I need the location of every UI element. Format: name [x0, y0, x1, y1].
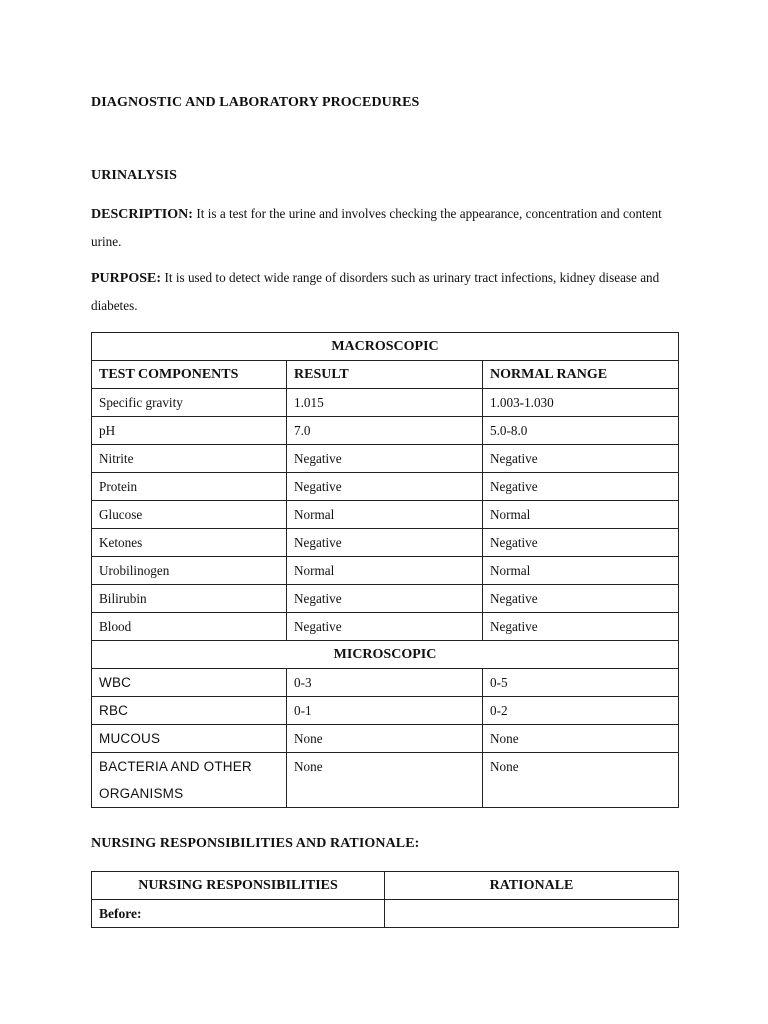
description-label: DESCRIPTION:: [91, 207, 193, 222]
microscopic-section-row: [92, 641, 679, 669]
component-cell: Urobilinogen: [92, 557, 287, 585]
nursing-responsibilities-header: NURSING RESPONSIBILITIES: [92, 872, 385, 900]
document-title: DIAGNOSTIC AND LABORATORY PROCEDURES: [91, 95, 420, 110]
table-row: [92, 557, 679, 585]
nursing-row: [92, 900, 679, 928]
component-cell: Ketones: [92, 529, 287, 557]
result-cell: Negative: [287, 529, 483, 557]
nursing-table-body: [92, 872, 679, 928]
normal-range-cell: Negative: [483, 585, 679, 613]
component-cell: Glucose: [92, 501, 287, 529]
result-header: RESULT: [287, 361, 483, 389]
table-header-row: [92, 361, 679, 389]
normal-range-cell: Negative: [483, 529, 679, 557]
normal-range-cell: Negative: [483, 445, 679, 473]
purpose-text: It is used to detect wide range of disorders such as urinary tract infections, kidney disease and diabetes.: [91, 270, 660, 313]
microscopic-section-title: MICROSCOPIC: [92, 641, 679, 669]
purpose-paragraph: [91, 264, 681, 320]
description-paragraph: [91, 200, 681, 256]
result-cell: Normal: [287, 501, 483, 529]
component-cell: RBC: [92, 697, 287, 725]
component-cell: Blood: [92, 613, 287, 641]
table-row: [92, 697, 679, 725]
table-row: [92, 669, 679, 697]
description-text: It is a test for the urine and involves checking the appearance, concentration and content urine.: [91, 206, 662, 249]
result-cell: None: [287, 753, 483, 808]
result-cell: Negative: [287, 585, 483, 613]
result-cell: 0-3: [287, 669, 483, 697]
normal-range-header: NORMAL RANGE: [483, 361, 679, 389]
component-cell: pH: [92, 417, 287, 445]
normal-range-cell: None: [483, 725, 679, 753]
table-row: [92, 417, 679, 445]
table-row: [92, 725, 679, 753]
normal-range-cell: Negative: [483, 613, 679, 641]
purpose-label: PURPOSE:: [91, 271, 161, 286]
result-cell: None: [287, 725, 483, 753]
table-row: [92, 613, 679, 641]
result-cell: 1.015: [287, 389, 483, 417]
component-cell: MUCOUS: [92, 725, 287, 753]
table-row: [92, 389, 679, 417]
table-row: [92, 529, 679, 557]
table-row: [92, 585, 679, 613]
component-cell: Protein: [92, 473, 287, 501]
result-cell: Negative: [287, 613, 483, 641]
rationale-header: RATIONALE: [385, 872, 679, 900]
urinalysis-results-table: [91, 332, 679, 808]
nursing-responsibilities-table: [91, 871, 679, 928]
table-row: [92, 445, 679, 473]
normal-range-cell: 1.003-1.030: [483, 389, 679, 417]
component-cell: Nitrite: [92, 445, 287, 473]
normal-range-cell: Normal: [483, 501, 679, 529]
nursing-header-row: [92, 872, 679, 900]
table-row: [92, 473, 679, 501]
normal-range-cell: 5.0-8.0: [483, 417, 679, 445]
table-row: [92, 501, 679, 529]
result-cell: 0-1: [287, 697, 483, 725]
macroscopic-section-title: MACROSCOPIC: [92, 333, 679, 361]
component-cell: BACTERIA AND OTHER ORGANISMS: [92, 753, 287, 808]
rationale-cell: [385, 900, 679, 928]
result-cell: Negative: [287, 473, 483, 501]
macroscopic-section-row: [92, 333, 679, 361]
normal-range-cell: 0-2: [483, 697, 679, 725]
nursing-heading: NURSING RESPONSIBILITIES AND RATIONALE:: [91, 836, 420, 851]
component-cell: WBC: [92, 669, 287, 697]
normal-range-cell: 0-5: [483, 669, 679, 697]
responsibility-cell: Before:: [92, 900, 385, 928]
result-cell: 7.0: [287, 417, 483, 445]
result-cell: Negative: [287, 445, 483, 473]
component-cell: Bilirubin: [92, 585, 287, 613]
test-name-heading: URINALYSIS: [91, 168, 178, 183]
normal-range-cell: None: [483, 753, 679, 808]
table-row: [92, 753, 679, 808]
test-components-header: TEST COMPONENTS: [92, 361, 287, 389]
normal-range-cell: Normal: [483, 557, 679, 585]
result-cell: Normal: [287, 557, 483, 585]
normal-range-cell: Negative: [483, 473, 679, 501]
component-cell: Specific gravity: [92, 389, 287, 417]
urinalysis-table-body: [92, 333, 679, 808]
